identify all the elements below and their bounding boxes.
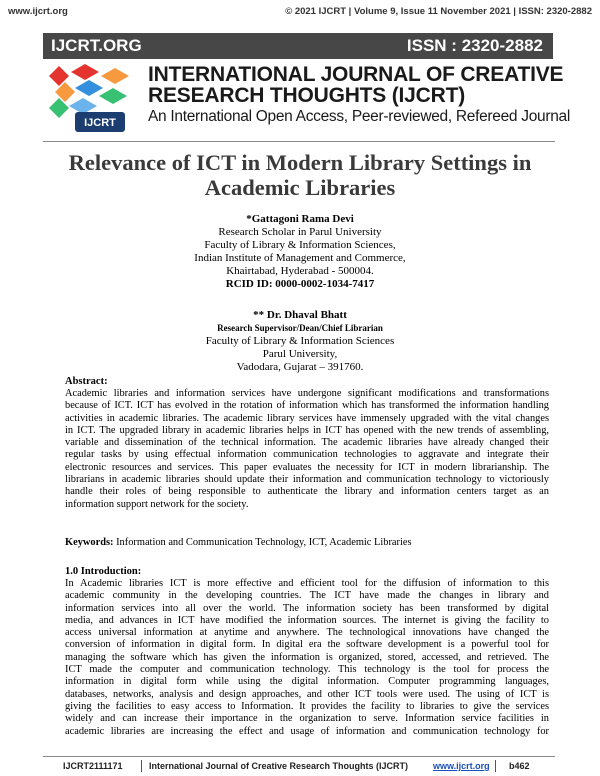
journal-logo-icon (45, 62, 141, 136)
running-header (8, 6, 592, 20)
paper-title (0, 150, 600, 200)
text-line: databases, networks, analysis and design approaches, and other ICT tools were used. The using of ICT is (65, 688, 549, 700)
journal-title (148, 64, 563, 106)
paper-code: IJCRT2111171 (63, 761, 123, 771)
text-line: information services into all over the world. The information society has been transformed by digital (65, 602, 549, 614)
author-name: *Gattagoni Rama Devi (246, 213, 354, 225)
affiliation-line: Khairtabad, Hyderabad - 500004. (226, 265, 374, 277)
title-line: Academic Libraries (204, 175, 396, 200)
footer-separator (495, 760, 496, 772)
affiliation-line: Research Scholar in Parul University (218, 226, 382, 238)
text-line: because of ICT. ICT has evolved in the rotation of information which has transformed the information handling (65, 400, 549, 412)
text-line: handle their roles of being responsible to authenticate the library and information centers target as an (65, 486, 549, 498)
text-line: electronic resources and services. This paper evaluates the necessity for ICT in modern librarianship. The (65, 461, 549, 473)
site-url[interactable]: www.ijcrt.org (8, 6, 68, 17)
intro-body (65, 578, 549, 738)
text-line: ICT made the computer and communication technology. This technology is the tool for process the (65, 664, 549, 676)
text-line: variable and dissemination of the technical information. The academic libraries have already changed their (65, 437, 549, 449)
text-line: giving the facilities to easy access to Information. It provides the facility to libraries to give the services (65, 700, 549, 712)
banner-site: IJCRT.ORG (51, 36, 142, 55)
text-line: media, and advances in ICT have modified the information sources. The internet is giving the facility to (65, 614, 549, 626)
journal-subtitle: An International Open Access, Peer-reviewed, Refereed Journal (148, 108, 570, 125)
banner-issn: ISSN : 2320-2882 (406, 36, 543, 55)
text-line: in ICT. The upgraded library in academic libraries helps in ICT has opened with the new trends of assembling, (65, 424, 549, 436)
text-line: information support network for the society. (65, 498, 249, 510)
footer-separator (141, 760, 142, 772)
text-line: regular tasks by using effectual information communication technologies to aggravate and integrate their (65, 449, 549, 461)
page-footer (43, 758, 555, 774)
abstract-heading: Abstract: (65, 376, 108, 387)
footer-link[interactable]: www.ijcrt.org (433, 761, 490, 771)
text-line: academic community in the developing countries. The ICT have made the changes in library and (65, 590, 549, 602)
issue-info: © 2021 IJCRT | Volume 9, Issue 11 November 2021 | ISSN: 2320-2882 (285, 6, 592, 17)
text-line: managing the software which has given the information is organized, stored, accessed, and retrieved. The (65, 651, 549, 663)
journal-title-line: INTERNATIONAL JOURNAL OF CREATIVE (148, 63, 564, 86)
keywords (65, 537, 412, 548)
journal-banner (43, 33, 553, 59)
author-name: ** Dr. Dhaval Bhatt (253, 309, 347, 321)
affiliation-line: Faculty of Library & Information Sciences, (204, 239, 396, 251)
keywords-text: Information and Communication Technology, ICT, Academic Libraries (116, 537, 412, 548)
text-line: information in digital form while using the digital information. Computer programming languages, (65, 676, 549, 688)
rcid: RCID ID: 0000-0002-1034-7417 (225, 278, 375, 290)
divider (43, 141, 555, 142)
affiliation-line: Vadodara, Gujarat – 391760. (236, 361, 364, 373)
affiliation-line: Indian Institute of Management and Commerce, (194, 252, 406, 264)
footer-journal: International Journal of Creative Research Thoughts (IJCRT) (149, 761, 409, 771)
author-2-block (0, 309, 600, 374)
affiliation-line: Parul University, (262, 348, 338, 360)
keywords-label: Keywords: (65, 537, 114, 548)
text-line: access universal information at anytime and anywhere. The technological innovations have changed the (65, 627, 549, 639)
logo-text: IJCRT (84, 117, 116, 129)
text-line: academic libraries are increasing the effect and usage of information and communication technology for (65, 725, 549, 737)
journal-title-line: RESEARCH THOUGHTS (IJCRT) (148, 84, 466, 107)
text-line: In Academic libraries ICT is more effective and efficient tool for the diffusion of information to this (65, 578, 549, 589)
footer-divider (43, 756, 555, 757)
author-1-block (0, 213, 600, 291)
text-line: conversion of information in digital form. In digital era the software development is a powerful tool for (65, 639, 549, 651)
text-line: activities in academic libraries. The academic library services have immensely upgraded with the vital changes (65, 412, 549, 424)
intro-heading: 1.0 Introduction: (65, 566, 142, 577)
author-role: Research Supervisor/Dean/Chief Librarian (217, 323, 383, 333)
text-line: librarians in academic libraries should update their information and communication technology to victoriously (65, 474, 549, 486)
title-line: Relevance of ICT in Modern Library Settings in (68, 150, 532, 175)
text-line: widely and can increase their importance in the organization to serve. Information service facilities in (65, 713, 549, 725)
affiliation-line: Faculty of Library & Information Sciences (205, 335, 395, 347)
page-number: b462 (509, 761, 530, 771)
text-line: Academic libraries and information services have undergone significant modifications and transformations (65, 388, 549, 399)
abstract-body (65, 388, 549, 511)
